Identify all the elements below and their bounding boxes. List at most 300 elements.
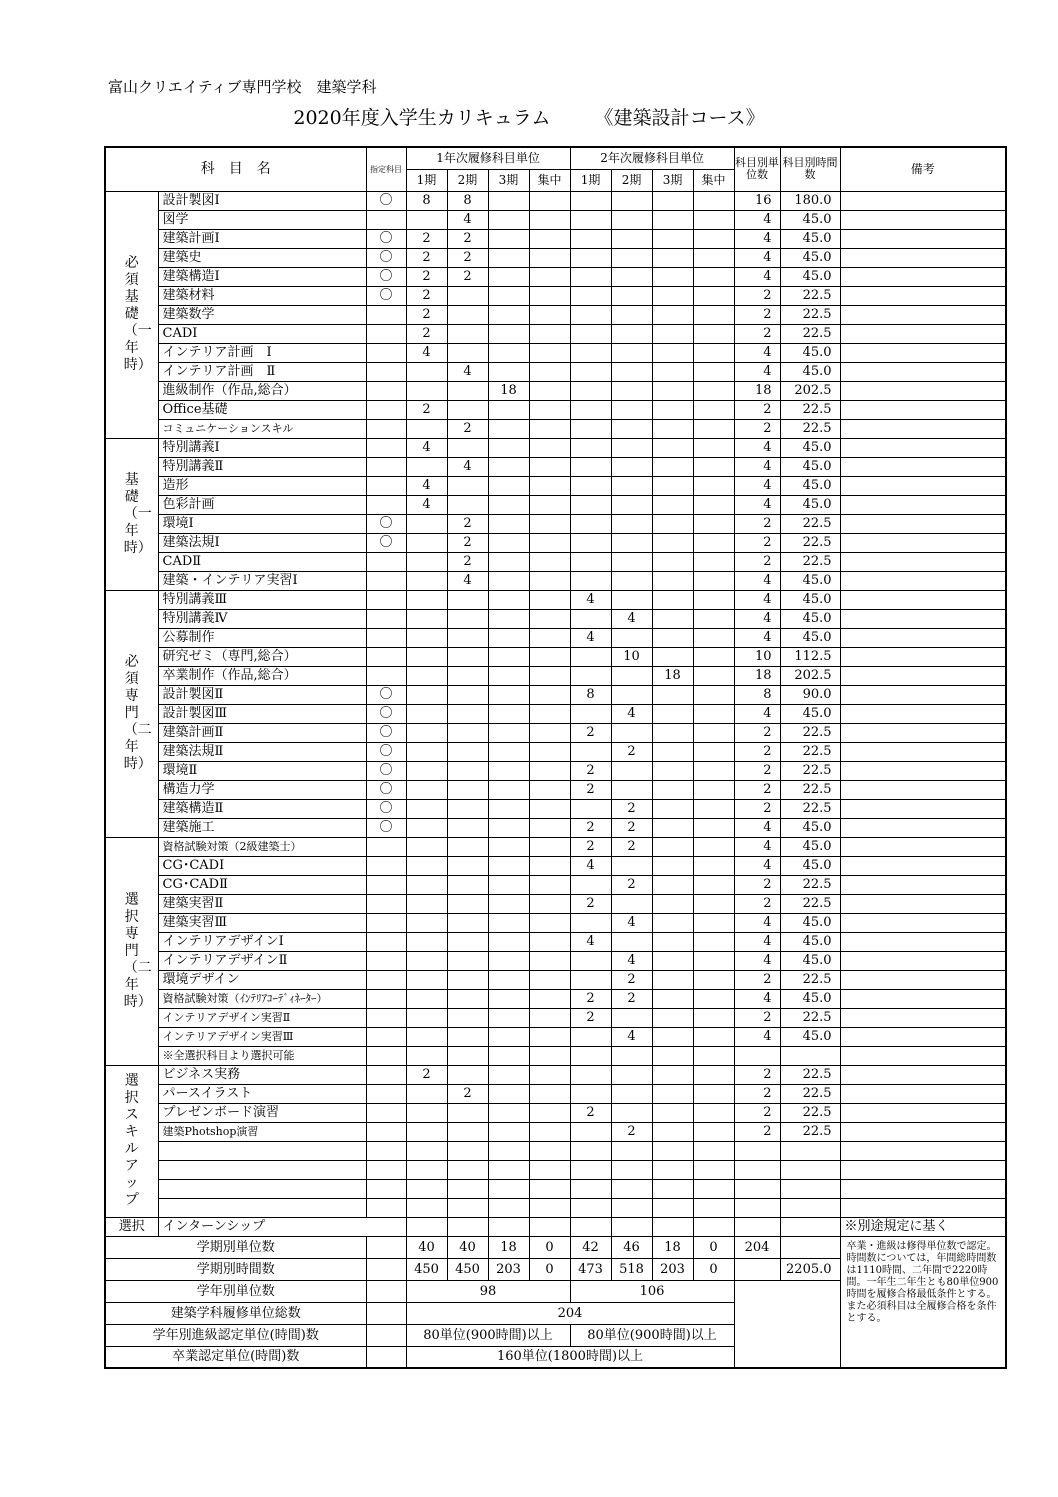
term-units bbox=[529, 324, 570, 343]
subject-units: 18 bbox=[734, 666, 780, 685]
term-units bbox=[406, 1122, 447, 1141]
term-units bbox=[693, 704, 734, 723]
table-row bbox=[105, 1103, 1006, 1122]
subject-name: コミュニケーションスキル bbox=[158, 419, 366, 438]
empty-cell bbox=[447, 1217, 488, 1236]
term-units bbox=[529, 1122, 570, 1141]
term-units bbox=[447, 590, 488, 609]
term-unit-total: 18 bbox=[488, 1236, 529, 1258]
term-units bbox=[529, 305, 570, 324]
remarks-cell bbox=[840, 780, 1006, 799]
term-hour-total: 450 bbox=[447, 1258, 488, 1280]
subject-hours: 45.0 bbox=[780, 590, 840, 609]
term-units bbox=[488, 248, 529, 267]
term-units: 2 bbox=[570, 1008, 611, 1027]
term-units bbox=[611, 932, 652, 951]
subject-hours: 45.0 bbox=[780, 343, 840, 362]
term-units bbox=[652, 1008, 693, 1027]
term-units bbox=[406, 780, 447, 799]
term-units bbox=[611, 761, 652, 780]
term-units bbox=[652, 818, 693, 837]
term-units bbox=[611, 381, 652, 400]
table-row bbox=[105, 457, 1006, 476]
term-units bbox=[488, 761, 529, 780]
term-units bbox=[693, 1065, 734, 1084]
term-units: 4 bbox=[611, 913, 652, 932]
subject-units: 2 bbox=[734, 419, 780, 438]
remarks-cell bbox=[840, 704, 1006, 723]
term-units: 4 bbox=[611, 951, 652, 970]
term-units bbox=[406, 761, 447, 780]
term-units bbox=[652, 913, 693, 932]
designated-mark bbox=[366, 837, 406, 856]
subject-name: インテリアデザインⅡ bbox=[158, 951, 366, 970]
term-hour-total: 0 bbox=[529, 1258, 570, 1280]
term-units: 2 bbox=[447, 229, 488, 248]
term-units: 2 bbox=[570, 780, 611, 799]
subject-units: 4 bbox=[734, 932, 780, 951]
term-units: 4 bbox=[447, 571, 488, 590]
table-row bbox=[105, 1198, 1006, 1217]
designated-mark bbox=[366, 1198, 406, 1217]
term-units: 2 bbox=[611, 742, 652, 761]
subject-units: 2 bbox=[734, 552, 780, 571]
term-units bbox=[488, 362, 529, 381]
empty-cell bbox=[366, 1324, 406, 1346]
subject-name: 建築計画Ⅰ bbox=[158, 229, 366, 248]
graduation-label: 卒業認定単位(時間)数 bbox=[105, 1346, 366, 1368]
term-units bbox=[611, 1046, 652, 1065]
dept-total: 204 bbox=[406, 1302, 734, 1324]
empty-cell bbox=[366, 1236, 406, 1258]
term-units bbox=[611, 1065, 652, 1084]
subject-hours: 45.0 bbox=[780, 571, 840, 590]
term-units bbox=[488, 989, 529, 1008]
term-units bbox=[488, 229, 529, 248]
term-units bbox=[529, 609, 570, 628]
term-units bbox=[652, 780, 693, 799]
table-row bbox=[105, 286, 1006, 305]
term-units bbox=[693, 856, 734, 875]
term-units bbox=[488, 343, 529, 362]
term-units bbox=[529, 723, 570, 742]
term-units bbox=[447, 875, 488, 894]
remarks-cell bbox=[840, 210, 1006, 229]
subject-name: 構造力学 bbox=[158, 780, 366, 799]
term-units bbox=[488, 438, 529, 457]
term-units bbox=[652, 799, 693, 818]
term-units: 2 bbox=[447, 552, 488, 571]
subject-name: 特別講義Ⅱ bbox=[158, 457, 366, 476]
term-units bbox=[693, 932, 734, 951]
term-units bbox=[529, 951, 570, 970]
term-units bbox=[611, 590, 652, 609]
term-units bbox=[529, 457, 570, 476]
term-units bbox=[488, 1122, 529, 1141]
term-units bbox=[529, 533, 570, 552]
subject-hours: 22.5 bbox=[780, 780, 840, 799]
subject-name bbox=[158, 1141, 366, 1160]
term-units: 2 bbox=[406, 1065, 447, 1084]
term-units bbox=[447, 1065, 488, 1084]
designated-mark: 〇 bbox=[366, 761, 406, 780]
remarks-cell bbox=[840, 362, 1006, 381]
table-row bbox=[105, 1122, 1006, 1141]
designated-mark: 〇 bbox=[366, 799, 406, 818]
term-units bbox=[447, 1008, 488, 1027]
remarks-cell bbox=[840, 400, 1006, 419]
subject-units: 4 bbox=[734, 571, 780, 590]
term-units bbox=[652, 248, 693, 267]
designated-mark bbox=[366, 1027, 406, 1046]
designated-mark bbox=[366, 305, 406, 324]
subject-name bbox=[158, 1160, 366, 1179]
subject-units: 2 bbox=[734, 742, 780, 761]
designated-mark bbox=[366, 1046, 406, 1065]
designated-mark bbox=[366, 1008, 406, 1027]
term-units bbox=[447, 894, 488, 913]
term-units bbox=[488, 1103, 529, 1122]
term-units bbox=[652, 1160, 693, 1179]
term-units bbox=[652, 875, 693, 894]
term-units bbox=[529, 666, 570, 685]
year2-units: 106 bbox=[570, 1280, 734, 1302]
category-text: 必須専門（二年時） bbox=[123, 654, 152, 772]
table-row bbox=[105, 229, 1006, 248]
term-units bbox=[529, 742, 570, 761]
term-units bbox=[652, 1084, 693, 1103]
term-units bbox=[488, 1065, 529, 1084]
term-units bbox=[447, 818, 488, 837]
subject-units: 2 bbox=[734, 400, 780, 419]
subject-units: 2 bbox=[734, 970, 780, 989]
term-units bbox=[693, 533, 734, 552]
term-units: 2 bbox=[570, 723, 611, 742]
term-units bbox=[529, 419, 570, 438]
subject-name: 資格試験対策（ｲﾝﾃﾘｱｺｰﾃﾞｨﾈｰﾀｰ） bbox=[158, 989, 366, 1008]
category-label bbox=[105, 590, 158, 837]
term-units bbox=[488, 1160, 529, 1179]
subject-units: 4 bbox=[734, 628, 780, 647]
subject-name: 特別講義Ⅳ bbox=[158, 609, 366, 628]
table-row bbox=[105, 647, 1006, 666]
term-units bbox=[406, 1198, 447, 1217]
term-units bbox=[406, 381, 447, 400]
term-units bbox=[570, 1141, 611, 1160]
subject-name: 環境Ⅰ bbox=[158, 514, 366, 533]
term-units bbox=[611, 533, 652, 552]
remarks-cell bbox=[840, 932, 1006, 951]
internship-remark: ※別途規定に基く bbox=[840, 1217, 1006, 1236]
term-units bbox=[693, 1046, 734, 1065]
subject-hours: 22.5 bbox=[780, 1084, 840, 1103]
term-units bbox=[570, 267, 611, 286]
subject-hours: 22.5 bbox=[780, 894, 840, 913]
designated-mark: 〇 bbox=[366, 191, 406, 210]
subject-hours: 22.5 bbox=[780, 742, 840, 761]
subject-name: 建築材料 bbox=[158, 286, 366, 305]
term-units bbox=[488, 286, 529, 305]
term-units bbox=[447, 476, 488, 495]
term-header: 2期 bbox=[447, 169, 488, 191]
designated-mark bbox=[366, 970, 406, 989]
remarks-cell bbox=[840, 1141, 1006, 1160]
term-units bbox=[447, 1179, 488, 1198]
term-units bbox=[652, 419, 693, 438]
empty-cell bbox=[366, 1302, 406, 1324]
subject-name: 建築実習Ⅲ bbox=[158, 913, 366, 932]
remarks-cell bbox=[840, 1122, 1006, 1141]
empty-cell bbox=[734, 1258, 780, 1280]
term-units: 4 bbox=[570, 932, 611, 951]
term-units bbox=[529, 818, 570, 837]
table-row bbox=[105, 818, 1006, 837]
subject-name: 建築構造Ⅱ bbox=[158, 799, 366, 818]
designated-mark bbox=[366, 476, 406, 495]
subject-name: CG･CADⅡ bbox=[158, 875, 366, 894]
table-row bbox=[105, 419, 1006, 438]
term-units: 4 bbox=[611, 609, 652, 628]
year2-header: 2年次履修科目単位 bbox=[570, 147, 734, 169]
term-units bbox=[529, 210, 570, 229]
term-units bbox=[652, 400, 693, 419]
subject-name: 建築法規Ⅱ bbox=[158, 742, 366, 761]
term-units bbox=[693, 1179, 734, 1198]
term-units bbox=[570, 229, 611, 248]
term-units bbox=[447, 1141, 488, 1160]
term-units bbox=[693, 780, 734, 799]
term-units bbox=[488, 324, 529, 343]
remarks-cell bbox=[840, 286, 1006, 305]
term-units bbox=[611, 571, 652, 590]
term-units bbox=[488, 514, 529, 533]
designated-mark bbox=[366, 400, 406, 419]
table-row bbox=[105, 875, 1006, 894]
table-row bbox=[105, 590, 1006, 609]
designated-mark bbox=[366, 590, 406, 609]
term-units bbox=[406, 913, 447, 932]
term-units bbox=[529, 628, 570, 647]
term-header: 2期 bbox=[611, 169, 652, 191]
term-units bbox=[693, 723, 734, 742]
table-row bbox=[105, 343, 1006, 362]
term-units bbox=[529, 894, 570, 913]
term-units bbox=[488, 609, 529, 628]
term-units bbox=[406, 666, 447, 685]
subject-name: 建築・インテリア実習Ⅰ bbox=[158, 571, 366, 590]
table-row bbox=[105, 1141, 1006, 1160]
category-text: 選択スキルアップ bbox=[124, 1073, 139, 1208]
term-units bbox=[570, 210, 611, 229]
term-units bbox=[529, 495, 570, 514]
term-units bbox=[488, 913, 529, 932]
subject-units: 2 bbox=[734, 286, 780, 305]
subject-hours: 22.5 bbox=[780, 970, 840, 989]
term-unit-total: 0 bbox=[529, 1236, 570, 1258]
term-units bbox=[406, 1179, 447, 1198]
remarks-header: 備考 bbox=[840, 147, 1006, 191]
term-units bbox=[693, 837, 734, 856]
term-units bbox=[406, 1008, 447, 1027]
term-units bbox=[488, 476, 529, 495]
term-units bbox=[652, 1065, 693, 1084]
subject-hours bbox=[780, 1198, 840, 1217]
subject-units: 4 bbox=[734, 704, 780, 723]
designated-mark: 〇 bbox=[366, 514, 406, 533]
subject-units: 4 bbox=[734, 590, 780, 609]
term-units bbox=[652, 742, 693, 761]
term-units bbox=[447, 989, 488, 1008]
term-units bbox=[529, 590, 570, 609]
term-units: 2 bbox=[406, 305, 447, 324]
term-units bbox=[406, 457, 447, 476]
term-units bbox=[447, 951, 488, 970]
term-units bbox=[488, 1198, 529, 1217]
term-units bbox=[406, 837, 447, 856]
subject-units: 10 bbox=[734, 647, 780, 666]
term-units: 4 bbox=[406, 495, 447, 514]
term-units bbox=[406, 1103, 447, 1122]
designated-mark bbox=[366, 1084, 406, 1103]
term-units bbox=[693, 495, 734, 514]
subject-units: 2 bbox=[734, 799, 780, 818]
subject-name: 卒業制作（作品,総合） bbox=[158, 666, 366, 685]
subject-units: 4 bbox=[734, 362, 780, 381]
term-units bbox=[529, 1008, 570, 1027]
term-units bbox=[447, 628, 488, 647]
term-header: 1期 bbox=[570, 169, 611, 191]
term-units bbox=[447, 704, 488, 723]
table-row bbox=[105, 609, 1006, 628]
remarks-cell bbox=[840, 761, 1006, 780]
remarks-cell bbox=[840, 723, 1006, 742]
subject-units: 2 bbox=[734, 1084, 780, 1103]
term-units bbox=[488, 856, 529, 875]
empty-cell bbox=[366, 1280, 406, 1302]
table-row bbox=[105, 1008, 1006, 1027]
term-units: 2 bbox=[611, 970, 652, 989]
table-row bbox=[105, 970, 1006, 989]
term-units bbox=[529, 799, 570, 818]
term-units bbox=[570, 286, 611, 305]
term-units bbox=[488, 894, 529, 913]
designated-mark bbox=[366, 324, 406, 343]
remarks-cell bbox=[840, 685, 1006, 704]
term-units bbox=[406, 894, 447, 913]
term-header: 3期 bbox=[488, 169, 529, 191]
term-units bbox=[611, 457, 652, 476]
term-units bbox=[488, 666, 529, 685]
subject-units: 4 bbox=[734, 818, 780, 837]
term-hour-total: 0 bbox=[693, 1258, 734, 1280]
subject-hours: 22.5 bbox=[780, 400, 840, 419]
subject-name: CADⅡ bbox=[158, 552, 366, 571]
term-units bbox=[652, 894, 693, 913]
designated-mark bbox=[366, 856, 406, 875]
term-units bbox=[406, 571, 447, 590]
term-units bbox=[447, 324, 488, 343]
term-units bbox=[447, 400, 488, 419]
summary-note: 卒業・進級は修得単位数で認定。時間数については，年間総時間数は1110時間、二年間で2220時間。一年生二年生とも80単位900時間を履修合格最低条件とする。また必須科目は全履修合格を条件とする。 bbox=[840, 1236, 1006, 1368]
term-units bbox=[652, 1027, 693, 1046]
subject-units bbox=[734, 1198, 780, 1217]
subject-units: 2 bbox=[734, 533, 780, 552]
course-name: 《建築設計コース》 bbox=[594, 107, 765, 129]
subject-units bbox=[734, 1179, 780, 1198]
term-units: 4 bbox=[406, 476, 447, 495]
term-units bbox=[693, 457, 734, 476]
subject-name: 建築施工 bbox=[158, 818, 366, 837]
term-units bbox=[529, 571, 570, 590]
term-units bbox=[447, 761, 488, 780]
term-units bbox=[488, 970, 529, 989]
term-units bbox=[447, 495, 488, 514]
term-units bbox=[652, 362, 693, 381]
term-units: 2 bbox=[447, 419, 488, 438]
term-units: 2 bbox=[611, 1122, 652, 1141]
term-units bbox=[693, 343, 734, 362]
term-units bbox=[652, 685, 693, 704]
subject-hours: 22.5 bbox=[780, 419, 840, 438]
subject-hours: 45.0 bbox=[780, 1027, 840, 1046]
term-units bbox=[611, 666, 652, 685]
empty-cell bbox=[366, 1258, 406, 1280]
designated-mark bbox=[366, 647, 406, 666]
term-units bbox=[488, 267, 529, 286]
subject-units: 4 bbox=[734, 951, 780, 970]
remarks-cell bbox=[840, 742, 1006, 761]
term-units bbox=[652, 571, 693, 590]
term-header: 集中 bbox=[693, 169, 734, 191]
term-units bbox=[611, 1160, 652, 1179]
term-units: 4 bbox=[611, 1027, 652, 1046]
term-units bbox=[447, 723, 488, 742]
remarks-cell bbox=[840, 799, 1006, 818]
term-units bbox=[488, 780, 529, 799]
term-units bbox=[652, 856, 693, 875]
designated-mark bbox=[366, 875, 406, 894]
term-units bbox=[652, 286, 693, 305]
table-row bbox=[105, 666, 1006, 685]
term-units bbox=[693, 761, 734, 780]
term-units: 2 bbox=[570, 989, 611, 1008]
remarks-cell bbox=[840, 1160, 1006, 1179]
subject-name: 環境Ⅱ bbox=[158, 761, 366, 780]
term-units bbox=[488, 1141, 529, 1160]
category-label bbox=[105, 837, 158, 1065]
remarks-cell bbox=[840, 267, 1006, 286]
subject-units: 4 bbox=[734, 913, 780, 932]
term-units bbox=[488, 1027, 529, 1046]
subject-name: 設計製図Ⅰ bbox=[158, 191, 366, 210]
subject-units: 4 bbox=[734, 343, 780, 362]
term-units bbox=[570, 704, 611, 723]
category-text: 選択専門（二年時） bbox=[123, 891, 152, 1010]
term-units bbox=[529, 1084, 570, 1103]
term-units bbox=[447, 856, 488, 875]
subject-name: 建築構造Ⅰ bbox=[158, 267, 366, 286]
term-units: 2 bbox=[611, 818, 652, 837]
subject-hours: 202.5 bbox=[780, 381, 840, 400]
term-units bbox=[447, 1122, 488, 1141]
table-row bbox=[105, 1046, 1006, 1065]
dept-total-label: 建築学科履修単位総数 bbox=[105, 1302, 366, 1324]
term-units bbox=[447, 438, 488, 457]
term-units bbox=[693, 210, 734, 229]
subject-name: Office基礎 bbox=[158, 400, 366, 419]
remarks-cell bbox=[840, 1065, 1006, 1084]
term-units bbox=[611, 267, 652, 286]
